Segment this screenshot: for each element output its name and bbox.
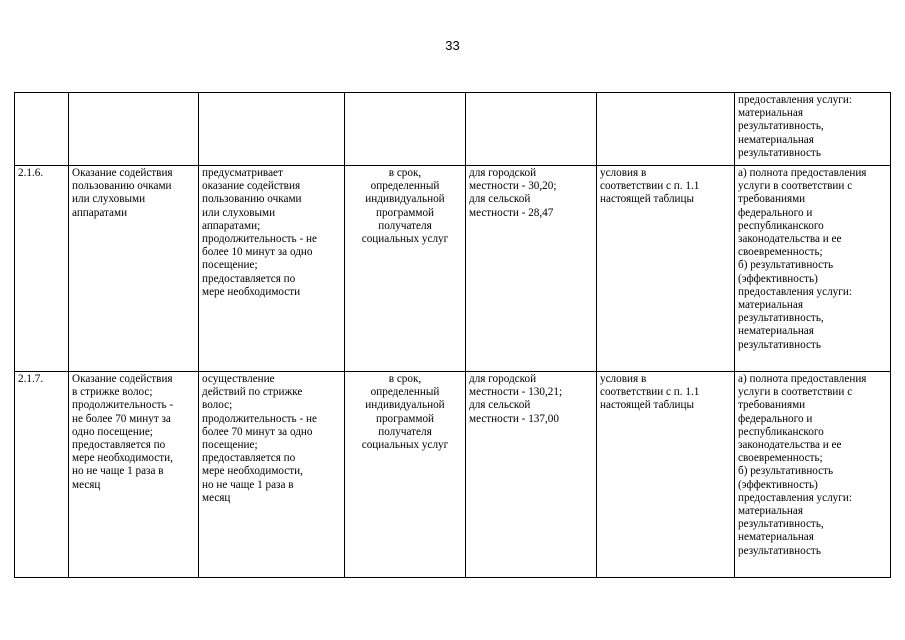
services-table xyxy=(14,92,891,578)
service-name-cell xyxy=(69,93,199,166)
page-number: 33 xyxy=(445,38,460,53)
quality-indicators-cell: а) полнота предоставления услуги в соответствии с требованиями федерального и республиканского законодательства и ее своевременность; б) результативность (эффективность) предоставления услуги: материальная результативность, нематериальная результативность xyxy=(735,372,891,578)
service-name-cell: Оказание содействия в стрижке волос; продолжительность - не более 70 минут за одно посещение; предоставляется по мере необходимости, но не чаще 1 раза в месяц xyxy=(69,372,199,578)
tariff-cell: для городской местности - 30,20; для сельской местности - 28,47 xyxy=(466,166,597,372)
table-row xyxy=(15,166,891,372)
quality-indicators-cell: а) полнота предоставления услуги в соответствии с требованиями федерального и республиканского законодательства и ее своевременность; б) результативность (эффективность) предоставления услуги: материальная результативность, нематериальная результативность xyxy=(735,166,891,372)
quality-indicators-cell: предоставления услуги: материальная результативность, нематериальная результативность xyxy=(735,93,891,166)
table-row xyxy=(15,93,891,166)
conditions-cell xyxy=(597,93,735,166)
service-term-cell: в срок, определенный индивидуальной программой получателя социальных услуг xyxy=(345,372,466,578)
service-term-cell xyxy=(345,93,466,166)
row-number-cell: 2.1.7. xyxy=(15,372,69,578)
row-number-cell xyxy=(15,93,69,166)
service-description-cell: предусматривает оказание содействия пользованию очками или слуховыми аппаратами; продолжительность - не более 10 минут за одно посещение; предоставляется по мере необходимости xyxy=(199,166,345,372)
conditions-cell: условия в соответствии с п. 1.1 настоящей таблицы xyxy=(597,372,735,578)
table-row xyxy=(15,372,891,578)
service-description-cell xyxy=(199,93,345,166)
service-name-cell: Оказание содействия пользованию очками или слуховыми аппаратами xyxy=(69,166,199,372)
service-description-cell: осуществление действий по стрижке волос; продолжительность - не более 70 минут за одно посещение; предоставляется по мере необходимости, но не чаще 1 раза в месяц xyxy=(199,372,345,578)
conditions-cell: условия в соответствии с п. 1.1 настоящей таблицы xyxy=(597,166,735,372)
tariff-cell xyxy=(466,93,597,166)
tariff-cell: для городской местности - 130,21; для сельской местности - 137,00 xyxy=(466,372,597,578)
service-term-cell: в срок, определенный индивидуальной программой получателя социальных услуг xyxy=(345,166,466,372)
row-number-cell: 2.1.6. xyxy=(15,166,69,372)
